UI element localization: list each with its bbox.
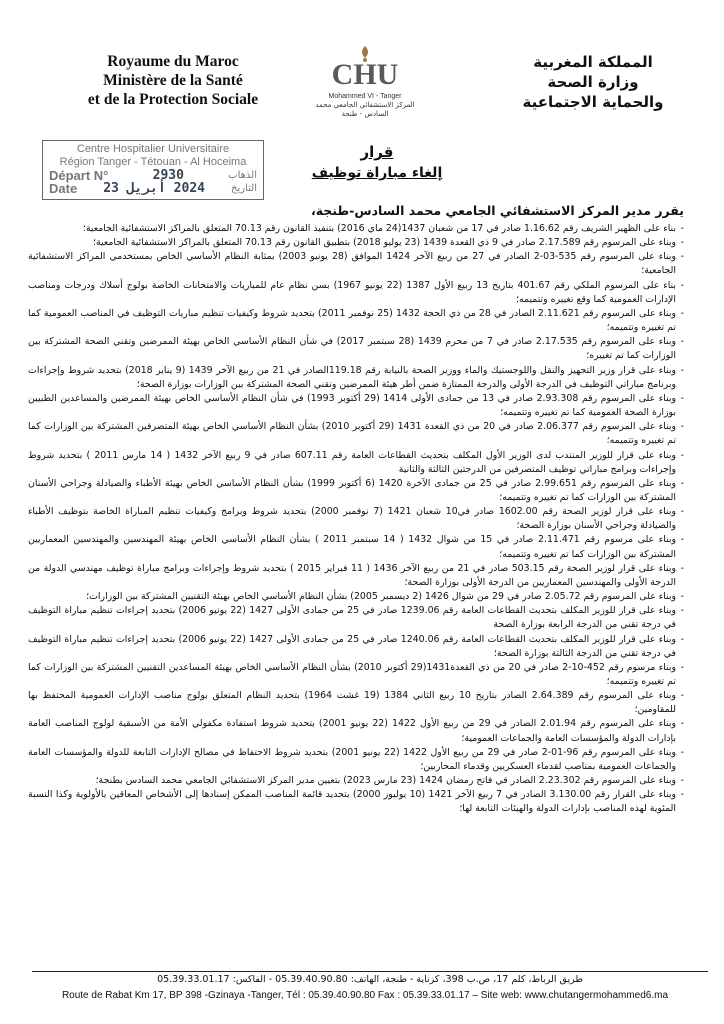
clause: - وبناء على قرار للوزير المكلف بتحديث القطاعات العامة رقم 1240.06 صادر في 25 من جمادى الأولى 1427 (22 يونيو 2006) بتحديد إجراءات تنظيم مباراة التوظيف في درجة تقني من الدرجة الثالثة بوزارة الصحة؛ — [28, 633, 684, 661]
clause: - وبناء على المرسوم رقم 2.64.389 الصادر بتاريخ 10 ربيع الثاني 1384 (19 غشت 1964) بتحديد النظام المتعلق بولوج مناصب الإدارات العمومية المحتفظ بها للمقاومين؛ — [28, 689, 684, 717]
clause: - وبناء على المرسوم رقم 2.17.589 صادر في 9 ذي القعدة 1439 (23 يوليو 2018) بتطبيق القانون رقم 70.13 المتعلق بالمراكز الاستشفائية الجامعية؛ — [28, 236, 684, 250]
clause: - وبناء على المرسوم رقم 2.93.308 صادر في 13 من جمادى الأولى 1414 (29 أكتوبر 1993) في شأن النظام الأساسي الخاص بهيئة الممرضين والمساعدين الطبيين بوزارة الصحة العمومية كما تم تغييره وتتميمه؛ — [28, 392, 684, 420]
clause: - وبناء على مرسوم رقم 2.11.471 صادر في 15 من شوال 1432 ( 14 سبتمبر 2011 ) بشأن النظام الأساسي الخاص بهيئة المهندسين والمهندسين المعماريين المشتركة بين الوزارات كما تم تغييره وتتميمه؛ — [28, 533, 684, 561]
clause: - وبناء على المرسوم رقم 2.99.651 صادر في 25 من جمادى الآخرة 1420 (6 أكتوبر 1999) بشأن النظام الأساسي الخاص بهيئة الأطباء والصيادلة وجراحي الأسنان المشتركة بين الوزارات كما تم تغييره وتتميمه؛ — [28, 477, 684, 505]
depart-label: Départ N° — [49, 168, 109, 183]
logo-letters: CHU — [331, 58, 399, 88]
logo-subtitle-ar: المركز الاستشفائي الجامعي محمد السادس - طنجة — [315, 101, 415, 118]
depart-number: 2930 — [152, 168, 184, 183]
date-label: Date — [49, 181, 78, 196]
letterhead — [0, 52, 724, 142]
ministry-fr: Ministère de la Santé — [103, 72, 243, 89]
clause: - وبناء على قرار للوزير المنتدب لدى الوزير الأول المكلف بتحديث القطاعات العامة رقم 607.11 صادر في 9 ربيع الآخر 1432 ( 14 مارس 2011 ) بتحديد شروط وإجراءات وبرامج مباراتي توظيف المتصرفين من الدرجتين الثالثة والثانية — [28, 449, 684, 477]
clause: - وبناء على المرسوم رقم 96-01-2 صادر في 29 من ربيع الأول 1422 (22 يونيو 2001) بتحديد شروط الاحتفاظ في مصالح الإدارات التابعة للدولة والمؤسسات العامة والجماعات العمومية بمناصب لقدماء العسكريين وقدماء المحاربين؛ — [28, 746, 684, 774]
stamp-line-1: Centre Hospitalier Universitaire — [76, 143, 230, 155]
clause: - وبناء على المرسوم رقم 2.06.377 صادر في 20 من ذي القعدة 1431 (29 أكتوبر 2010) بشأن النظام الأساسي الخاص بهيئة المتصرفين المشتركة بين الوزارات كما تم تغييره وتتميمه؛ — [28, 420, 684, 448]
date-value: 2024 أبريل 23 — [103, 181, 205, 196]
clause: - وبناء على القرار رقم 3.130.00 الصادر في 7 ربيع الآخر 1421 (10 يوليوز 2000) بتحديد قائمة المناصب الممكن إسنادها إلى الأشخاص المعاقين بالأولوية وكذا النسبة المئوية لهذه المناصب بإدارات الدولة والهيئات التابعة لها؛ — [28, 788, 684, 816]
depart-label-ar: الذهاب — [228, 170, 257, 181]
footer-address-fr: Route de Rabat Km 17, BP 398 -Gzinaya -Tanger, Tél : 05.39.40.90.80 Fax : 05.39.33.01.17 – Site web: www.chutangermohammed6.ma — [61, 990, 669, 1001]
clause: - بناء على الظهير الشريف رقم 1.16.62 صادر في 17 من شعبان 1437(24 ماي 2016) بتنفيذ القانون رقم 70.13 المتعلق بالمراكز الاستشفائية الجامعية؛ — [28, 222, 684, 236]
clause: - بناء على المرسوم الملكي رقم 401.67 بتاريخ 13 ربيع الأول 1387 (22 يونيو 1967) بسن نظام عام للمباريات والامتحانات الخاصة بولوج أسلاك ودرجات ومناصب الإدارات العمومية كما وقع تغييره وتتميمه؛ — [28, 279, 684, 307]
departure-stamp — [42, 140, 264, 200]
ministry-ar-2: والحماية الاجتماعية — [522, 93, 664, 111]
clause: - وبناء على المرسوم رقم 535-03-2 الصادر في 27 من ربيع الآخر 1424 الموافق (28 يونيو 2003) بمثابة النظام الأساسي الخاص بمستخدمي المراكز الاستشفائية الجامعية؛ — [28, 250, 684, 278]
clause: - وبناء على قرار لوزير الصحة رقم 1602.00 صادر في10 شعبان 1421 (7 نوفمبر 2000) بتحديد شروط وبرامج وكيفيات تنظيم المباراة الخاصة بتوظيف الأطباء والصيادلة وجراحي الأسنان بوزارة الصحة؛ — [28, 505, 684, 533]
clause: - وبناء على المرسوم رقم 2.17.535 صادر في 7 من محرم 1439 (28 سبتمبر 2017) في شأن النظام الأساسي الخاص بهيئة الممرضين وتقني الصحة المشتركة بين الوزارات كما تم تغييره؛ — [28, 335, 684, 363]
clause: - وبناء على المرسوم رقم 2.05.72 صادر في 29 من شوال 1426 (2 ديسمبر 2005) بشأن النظام الأساسي الخاص بهيئة التقنيين المشتركة بين الوزارات؛ — [28, 590, 684, 604]
date-label-ar: التاريخ — [231, 183, 257, 194]
ministry-fr-2: et de la Protection Sociale — [87, 91, 259, 108]
decision-subtitle: إلغاء مباراة توظيف — [311, 165, 443, 181]
clause: - وبناء على المرسوم رقم 2.23.302 الصادر في فاتح رمضان 1424 (23 مارس 2023) بتعيين مدير المركز الاستشفائي الجامعي محمد السادس بطنجة؛ — [28, 774, 684, 788]
footer-divider — [32, 971, 708, 972]
logo-subtitle-fr: Mohammed VI - Tanger — [328, 93, 402, 100]
stamp-date-row — [49, 182, 257, 195]
decision-heading — [302, 142, 452, 184]
clause: - وبناء مرسوم رقم 452-10-2 صادر في 20 من ذي القعدة1431(29 أكتوبر 2010) بشأن النظام الأساسي الخاص بهيئة المساعدين التقنيين المشتركة بين الوزارات كما تم تغييره وتتميمه؛ — [28, 661, 684, 689]
clause: - وبناء على قرار للوزير المكلف بتحديث القطاعات العامة رقم 1239.06 صادر في 25 من جمادى الأولى 1427 (22 يونيو 2006) بتحديد إجراءات تنظيم مباراة التوظيف في درجة تقني من الدرجة الرابعة بوزارة الصحة — [28, 604, 684, 632]
clause: - وبناء على قرار لوزير الصحة رقم 503.15 صادر في 21 من ربيع الآخر 1436 ( 11 فبراير 2015 ) بتحديد شروط وإجراءات وبرامج مباراة توظيف مهندسي الدولة من الدرجة الأولى والمهندسين المعماريين من الدرجة الأولى بوزارة الصحة؛ — [28, 562, 684, 590]
ministry-ar: وزارة الصحة — [547, 73, 639, 91]
kingdom-fr: Royaume du Maroc — [107, 53, 239, 70]
clause: - وبناء على المرسوم رقم 2.01.94 الصادر في 29 من ربيع الأول 1422 (22 يونيو 2001) بتحديد شروط استفادة مكفولي الأمة من الأسبقية لولوج المناصب العامة بإدارات الدولة والمؤسسات العامة والجماعات العمومية؛ — [28, 717, 684, 745]
intro-statement: يقرر مدير المركز الاستشفائي الجامعي محمد السادس-طنجة، — [310, 203, 684, 218]
clause: - وبناء على قرار وزير التجهيز والنقل واللوجستيك والماء ووزير الصحة بالنيابة رقم 119.18الصادر في 21 من ربيع الآخر 1439 (9 يناير 2018) بتحديد شروط وإجراءات وبرنامج مباراتي التوظيف في الدرجة الأولى والدرجة الممتازة ضمن أطر هيئة الممرضين وتقني الصحة المشتركة بين الوزارات بوزارة الصحة؛ — [28, 364, 684, 392]
letterhead-arabic — [518, 52, 668, 112]
clauses-list — [28, 222, 684, 817]
stamp-line-2: Région Tanger - Tétouan - Al Hoceima — [59, 156, 247, 168]
kingdom-ar: المملكة المغربية — [533, 53, 653, 71]
footer-address-ar: طريق الرباط، كلم 17، ص.ب 398، كزناية - طنجة، الهاتف: 05.39.40.90.80 - الفاكس: 05.39.33.01.17 — [157, 974, 583, 985]
decision-title: قرار — [360, 143, 394, 161]
chu-logo-icon — [305, 44, 425, 88]
chu-logo — [305, 44, 425, 128]
letterhead-french — [68, 52, 278, 109]
clause: - وبناء على المرسوم رقم 2.11.621 الصادر في 28 من ذي الحجة 1432 (25 نوفمبر 2011) بتحديد شروط وكيفيات تنظيم مباريات التوظيف في المناصب العمومية كما تم تغييره وتتميمه؛ — [28, 307, 684, 335]
